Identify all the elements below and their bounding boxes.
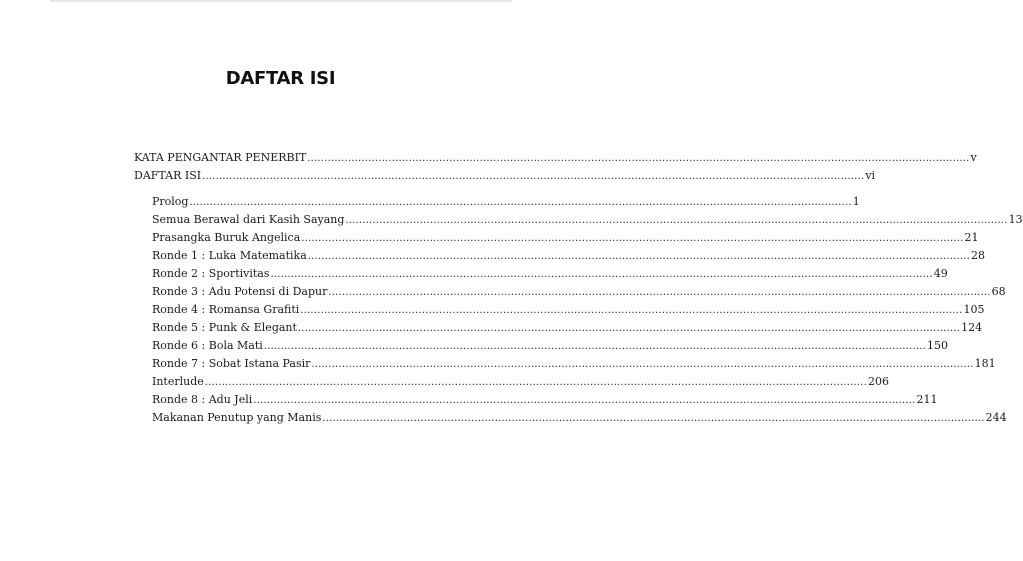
toc-entry-chapter[interactable] bbox=[152, 391, 938, 409]
toc-entry-page: 28 bbox=[970, 249, 985, 262]
toc-entry-chapter[interactable] bbox=[152, 211, 1023, 229]
toc-entry-page: 206 bbox=[868, 375, 890, 388]
toc-entry-page: 181 bbox=[974, 357, 996, 370]
toc-entry-front-matter[interactable] bbox=[134, 167, 876, 185]
toc-entry-chapter[interactable] bbox=[152, 193, 860, 211]
toc-dot-leader: .................................................................................................................................................................................................... bbox=[328, 287, 991, 298]
toc-entry-page: 150 bbox=[927, 339, 949, 352]
toc-entry-page: 49 bbox=[933, 267, 948, 280]
toc-entry-label: Ronde 2 : Sportivitas bbox=[152, 267, 270, 280]
toc-dot-leader: .................................................................................................................................................................................................... bbox=[263, 341, 927, 352]
toc-entry-label: Ronde 1 : Luka Matematika bbox=[152, 249, 307, 262]
toc-entry-chapter[interactable] bbox=[152, 283, 1006, 301]
toc-entry-label: Interlude bbox=[152, 375, 204, 388]
toc-entry-label: Ronde 7 : Sobat Istana Pasir bbox=[152, 357, 311, 370]
toc-entry-page: v bbox=[970, 151, 977, 164]
toc-entry-page: 68 bbox=[991, 285, 1006, 298]
toc-entry-chapter[interactable] bbox=[152, 409, 1007, 427]
toc-entry-front-matter[interactable] bbox=[134, 149, 977, 167]
toc-dot-leader: .................................................................................................................................................................................................... bbox=[189, 197, 852, 208]
toc-entry-page: 13 bbox=[1008, 213, 1023, 226]
toc-entry-label: Ronde 6 : Bola Mati bbox=[152, 339, 263, 352]
toc-entry-chapter[interactable] bbox=[152, 301, 985, 319]
toc-entry-page: 124 bbox=[961, 321, 983, 334]
toc-dot-leader: .................................................................................................................................................................................................... bbox=[300, 305, 963, 316]
toc-dot-leader: .................................................................................................................................................................................................... bbox=[301, 233, 964, 244]
toc-entry-label: DAFTAR ISI bbox=[134, 169, 202, 182]
toc-dot-leader: .................................................................................................................................................................................................... bbox=[307, 251, 970, 262]
toc-dot-leader: .................................................................................................................................................................................................... bbox=[345, 215, 1008, 226]
toc-dot-leader: .................................................................................................................................................................................................... bbox=[204, 377, 868, 388]
toc-entry-label: Prolog bbox=[152, 195, 189, 208]
toc-entry-page: 105 bbox=[963, 303, 985, 316]
page-title: DAFTAR ISI bbox=[225, 68, 336, 90]
toc-dot-leader: .................................................................................................................................................................................................... bbox=[311, 359, 974, 370]
toc-entry-page: 211 bbox=[916, 393, 938, 406]
toc-entry-chapter[interactable] bbox=[152, 265, 948, 283]
toc-dot-leader: .................................................................................................................................................................................................... bbox=[322, 413, 985, 424]
toc-entry-page: 244 bbox=[985, 411, 1007, 424]
toc-entry-chapter[interactable] bbox=[152, 229, 979, 247]
toc-entry-chapter[interactable] bbox=[152, 355, 996, 373]
toc-entry-page: vi bbox=[865, 169, 876, 182]
toc-dot-leader: .................................................................................................................................................................................................... bbox=[270, 269, 933, 280]
toc-entry-label: Prasangka Buruk Angelica bbox=[152, 231, 301, 244]
toc-entry-chapter[interactable] bbox=[152, 337, 949, 355]
toc-entry-chapter[interactable] bbox=[152, 247, 985, 265]
toc-entry-chapter[interactable] bbox=[152, 373, 890, 391]
toc-entry-label: Ronde 8 : Adu Jeli bbox=[152, 393, 253, 406]
toc-entry-label: Ronde 3 : Adu Potensi di Dapur bbox=[152, 285, 328, 298]
toc-dot-leader: .................................................................................................................................................................................................... bbox=[253, 395, 916, 406]
toc-dot-leader: .................................................................................................................................................................................................... bbox=[307, 153, 970, 164]
toc-entry-label: Semua Berawal dari Kasih Sayang bbox=[152, 213, 345, 226]
toc-entry-label: Ronde 4 : Romansa Grafiti bbox=[152, 303, 300, 316]
toc-entry-label: Makanan Penutup yang Manis bbox=[152, 411, 322, 424]
toc-entry-page: 1 bbox=[852, 195, 860, 208]
toc-dot-leader: .................................................................................................................................................................................................... bbox=[297, 323, 961, 334]
toc-entry-page: 21 bbox=[964, 231, 979, 244]
toc-entry-label: KATA PENGANTAR PENERBIT bbox=[134, 151, 307, 164]
toc-entry-label: Ronde 5 : Punk & Elegant bbox=[152, 321, 297, 334]
toc-entry-chapter[interactable] bbox=[152, 319, 983, 337]
toc-dot-leader: .................................................................................................................................................................................................... bbox=[202, 171, 865, 182]
